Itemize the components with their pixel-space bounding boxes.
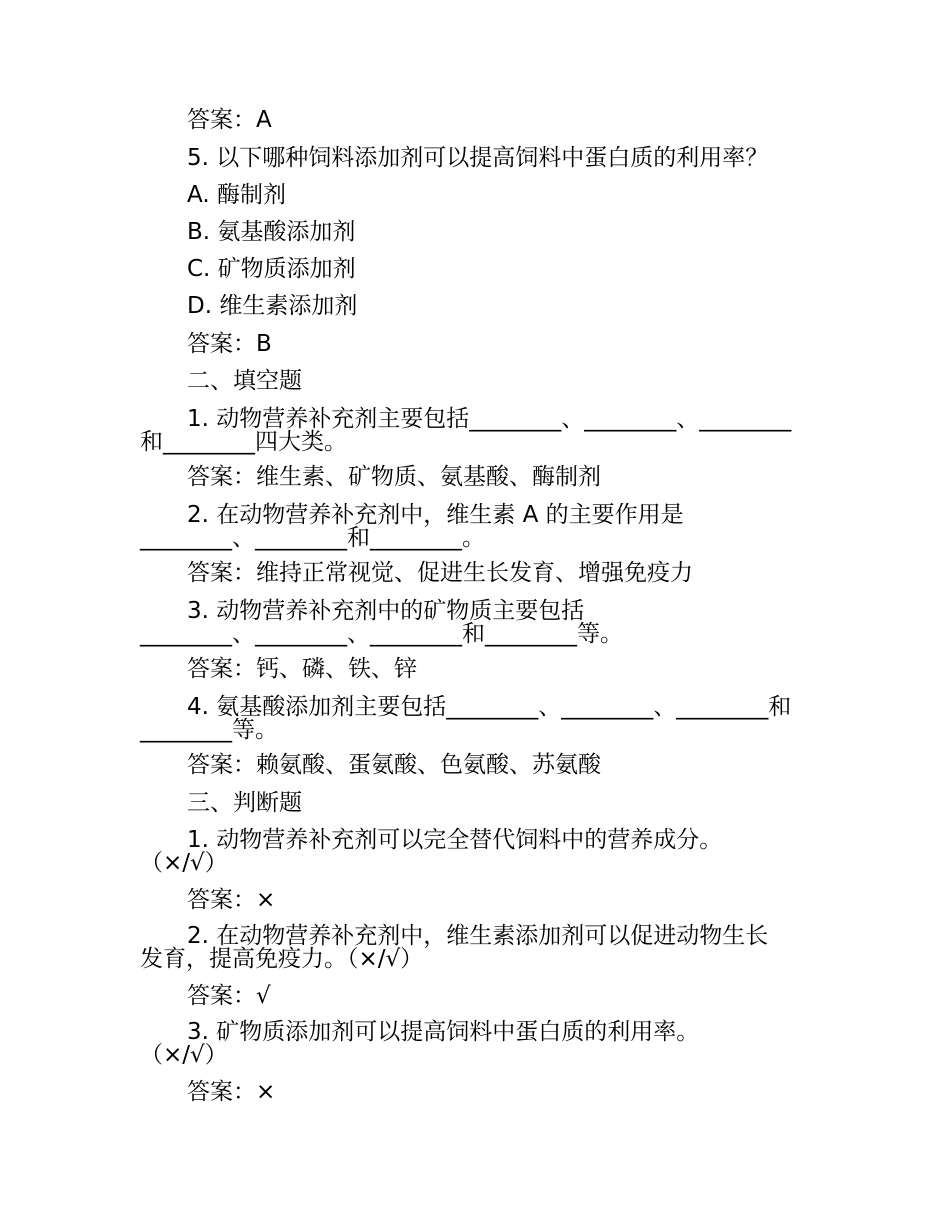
question-text: 2. 在动物营养补充剂中，维生素 A 的主要作用是 xyxy=(187,502,684,528)
answer-line: 答案：B xyxy=(187,331,272,357)
answer-line: 答案：维生素、矿物质、氨基酸、酶制剂 xyxy=(187,464,601,490)
question-text-continued: （×/√） xyxy=(140,1042,228,1068)
answer-line: 答案：A xyxy=(187,107,272,133)
answer-line: 答案：√ xyxy=(187,983,271,1009)
answer-line: 答案：× xyxy=(187,1079,276,1105)
question-text-continued: 发育，提高免疫力。（×/√） xyxy=(140,946,424,972)
question-text: 4. 氨基酸添加剂主要包括________、________、________和 xyxy=(187,694,792,720)
question-text-continued: ________、________、________和________等。 xyxy=(140,621,623,647)
question-text-continued: 和________四大类。 xyxy=(140,429,347,455)
option-a: A. 酶制剂 xyxy=(187,182,286,208)
answer-line: 答案：× xyxy=(187,887,276,913)
option-c: C. 矿物质添加剂 xyxy=(187,256,356,282)
question-text-continued: ________等。 xyxy=(140,717,278,743)
answer-line: 答案：钙、磷、铁、锌 xyxy=(187,656,417,682)
option-b: B. 氨基酸添加剂 xyxy=(187,219,356,245)
question-text: 1. 动物营养补充剂可以完全替代饲料中的营养成分。 xyxy=(187,827,723,853)
option-d: D. 维生素添加剂 xyxy=(187,293,358,319)
section-heading: 二、填空题 xyxy=(187,368,302,394)
question-text: 1. 动物营养补充剂主要包括________、________、________ xyxy=(187,406,792,432)
question-text-continued: ________、________和________。 xyxy=(140,525,485,551)
question-text-continued: （×/√） xyxy=(140,850,228,876)
answer-line: 答案：维持正常视觉、促进生长发育、增强免疫力 xyxy=(187,560,693,586)
question-text: 5. 以下哪种饲料添加剂可以提高饲料中蛋白质的利用率？ xyxy=(187,145,769,171)
question-text: 3. 动物营养补充剂中的矿物质主要包括 xyxy=(187,598,585,624)
question-text: 3. 矿物质添加剂可以提高饲料中蛋白质的利用率。 xyxy=(187,1019,700,1045)
answer-line: 答案：赖氨酸、蛋氨酸、色氨酸、苏氨酸 xyxy=(187,752,601,778)
question-text: 2. 在动物营养补充剂中，维生素添加剂可以促进动物生长 xyxy=(187,923,769,949)
section-heading: 三、判断题 xyxy=(187,790,302,816)
